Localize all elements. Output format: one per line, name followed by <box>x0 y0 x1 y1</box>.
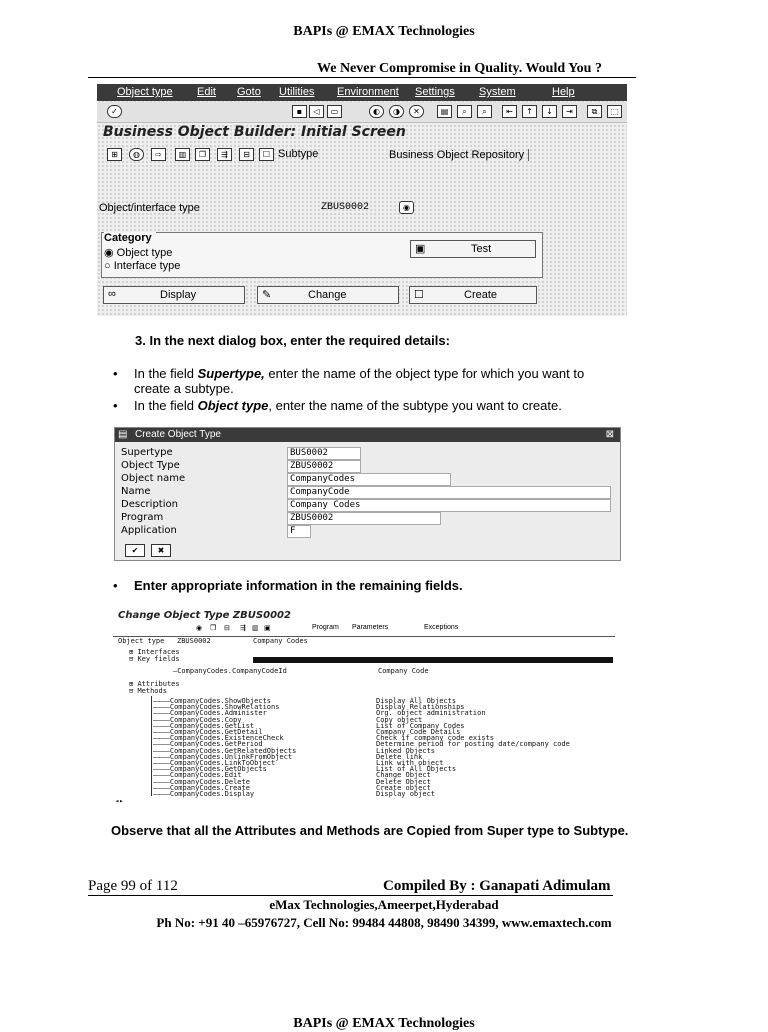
method-name: CompanyCodes.ExistenceCheck <box>169 734 284 743</box>
bullet-remaining-text: Enter appropriate information in the remaining fields. <box>134 578 463 593</box>
test-button[interactable] <box>410 240 536 258</box>
method-row[interactable]: ————CompanyCodes.LinkToObject <box>153 759 276 767</box>
radio-object-type[interactable] <box>104 246 172 259</box>
bullet-dot: • <box>113 366 118 381</box>
bullet-dot: • <box>113 578 118 593</box>
bullet-supertype-post: enter the name of the object type for which you want to create a subtype. <box>134 366 585 396</box>
method-row[interactable]: ————CompanyCodes.Administer <box>153 709 267 718</box>
footer-page-number: Page 99 of 112 <box>88 878 178 894</box>
sap-initial-screen <box>97 84 627 316</box>
method-name: CompanyCodes.GetRelatedObjects <box>169 746 297 755</box>
object-name-input[interactable]: CompanyCodes <box>287 473 451 486</box>
object-type-tree <box>113 638 615 838</box>
create-button-label: Create <box>464 289 498 301</box>
exit-icon[interactable]: ◑ <box>389 105 404 118</box>
dialog-icon: ▤ <box>118 429 128 440</box>
application-input[interactable]: F <box>287 525 311 538</box>
menu-item-edit[interactable]: Edit <box>197 86 216 98</box>
menu-item-utilities[interactable]: Utilities <box>279 86 315 98</box>
tree-node-label: Methods <box>137 687 167 695</box>
next-page-icon[interactable]: ↓ <box>542 105 557 118</box>
next-page-header: BAPIs @ EMAX Technologies <box>293 1016 475 1031</box>
method-description: List of All Objects <box>376 765 457 774</box>
bullet-supertype-emphasis: Supertype, <box>197 366 265 381</box>
tree-node-label: Attributes <box>137 680 180 688</box>
object-type-input[interactable]: ZBUS0002 <box>287 460 361 473</box>
method-name: CompanyCodes.Create <box>169 783 250 792</box>
method-description: Determine period for posting date/company code <box>376 740 570 749</box>
radio-interface-type-label: Interface type <box>113 260 181 272</box>
method-description: Copy object <box>376 715 423 724</box>
method-row[interactable]: ————CompanyCodes.Display <box>153 790 255 798</box>
method-description: Display Relationships <box>376 703 465 712</box>
method-row[interactable]: ————CompanyCodes.ShowObjects <box>153 697 272 705</box>
radio-interface-type[interactable] <box>104 260 180 272</box>
method-row[interactable]: ————CompanyCodes.Delete <box>153 777 250 786</box>
enter-check-icon[interactable]: ✓ <box>107 105 122 118</box>
exceptions-button[interactable]: Exceptions <box>424 624 459 631</box>
prev-page-icon[interactable]: ↑ <box>522 105 537 118</box>
footer-company: eMax Technologies,Ameerpet,Hyderabad <box>269 897 499 912</box>
parameters-button[interactable]: Parameters <box>352 624 389 631</box>
method-row[interactable]: ————CompanyCodes.Create <box>153 783 250 792</box>
tree-node-interfaces[interactable]: ⊞ Interfaces <box>129 648 180 656</box>
supertype-input[interactable]: BUS0002 <box>287 447 361 460</box>
close-icon[interactable]: ⊠ <box>605 429 614 440</box>
tree-node-attributes[interactable]: ⊞ Attributes <box>129 680 180 688</box>
method-description: Linked Objects <box>376 746 436 755</box>
method-name: CompanyCodes.UnlinkFromObject <box>169 752 293 761</box>
radio-selected-icon: ◉ <box>104 247 114 259</box>
program-input[interactable]: ZBUS0002 <box>287 512 441 525</box>
method-row[interactable]: ————CompanyCodes.GetObjects <box>153 765 267 774</box>
dialog-title-bar <box>115 428 620 442</box>
bullet-supertype-pre: In the field <box>134 366 198 381</box>
menu-item-settings[interactable]: Settings <box>415 86 455 98</box>
field-label: Name <box>121 486 151 497</box>
subtype-icon: ☐ <box>259 148 274 161</box>
footer-rule <box>88 895 613 896</box>
hierarchy-icon[interactable]: ⊞ <box>107 148 122 161</box>
tb-where-used-icon[interactable]: ⇶ <box>240 625 246 632</box>
tree-header-right: Company Codes <box>253 637 308 645</box>
subtype-button[interactable]: Subtype <box>278 148 319 160</box>
test-button-label: Test <box>471 243 492 255</box>
tree-header-left: Object type ZBUS0002 <box>118 637 211 645</box>
method-name: CompanyCodes.GetPeriod <box>169 740 263 749</box>
radio-unselected-icon: ○ <box>104 260 111 272</box>
method-name: CompanyCodes.Edit <box>169 771 242 780</box>
method-description: List of Company Codes <box>376 721 465 730</box>
method-name: CompanyCodes.Copy <box>169 715 242 724</box>
method-description: Display object <box>376 790 436 798</box>
menu-item-system[interactable]: System <box>479 86 516 98</box>
first-page-icon[interactable]: ⇤ <box>502 105 517 118</box>
method-name: CompanyCodes.GetObjects <box>169 765 267 774</box>
category-label: Category <box>104 232 156 244</box>
bullet-objecttype-post: , enter the name of the subtype you want to create. <box>268 398 562 413</box>
highlight-bar <box>253 657 613 663</box>
field-label: Supertype <box>121 447 173 458</box>
object-interface-type-input[interactable]: ZBUS0002 <box>321 202 370 213</box>
method-row[interactable]: ————CompanyCodes.ShowRelations <box>153 703 280 712</box>
display-button[interactable] <box>103 286 245 304</box>
method-row[interactable]: ————CompanyCodes.GetDetail <box>153 728 263 736</box>
observe-text: Observe that all the Attributes and Methods are Copied from Super type to Subtype. <box>111 823 629 838</box>
command-field-icon[interactable]: ▭ <box>327 105 342 118</box>
cancel-x-icon[interactable]: ✖ <box>151 544 171 557</box>
field-label: Object name <box>121 473 186 484</box>
menu-item-help[interactable]: Help <box>552 86 575 98</box>
display-button-label: Display <box>160 289 197 301</box>
method-name: CompanyCodes.ShowObjects <box>169 697 272 705</box>
test-icon: ▣ <box>415 243 426 255</box>
footer-contact: Ph No: +91 40 –65976727, Cell No: 99484 44808, 98490 34399, www.emaxtech.com <box>156 915 612 930</box>
description-input[interactable]: Company Codes <box>287 499 611 512</box>
bullet-supertype <box>113 366 623 396</box>
globe-icon[interactable]: ◍ <box>129 148 144 161</box>
field-label: Program <box>121 512 164 523</box>
copy-icon[interactable]: ❐ <box>195 148 210 161</box>
save-icon[interactable]: ▪ <box>292 105 307 118</box>
method-name: CompanyCodes.Display <box>169 790 255 798</box>
menu-item-objecttype[interactable]: Object type <box>117 86 173 98</box>
transport-icon[interactable]: ⊟ <box>239 148 254 161</box>
where-used-icon[interactable]: ⇶ <box>217 148 232 161</box>
name-input[interactable]: CompanyCode <box>287 486 611 499</box>
shortcut-icon[interactable]: ⬚ <box>607 105 622 118</box>
key-field-name: CompanyCodes.CompanyCodeId <box>177 667 287 675</box>
method-description: Check if company code exists <box>376 734 495 743</box>
method-row[interactable]: ————CompanyCodes.GetRelatedObjects <box>153 746 297 755</box>
delete-icon[interactable]: ▥ <box>175 148 190 161</box>
menu-item-environment[interactable]: Environment <box>337 86 399 98</box>
step3-heading: 3. In the next dialog box, enter the required details: <box>135 333 450 348</box>
method-description: Delete link <box>376 752 423 761</box>
tb-delete-icon[interactable]: ▥ <box>252 625 259 632</box>
method-row[interactable]: ————CompanyCodes.GetList <box>153 721 255 730</box>
create-button[interactable] <box>409 286 537 304</box>
bullet-objecttype-emphasis: Object type <box>197 398 269 413</box>
tree-scroll-arrows[interactable]: ◂▸ <box>115 797 124 805</box>
field-label: Description <box>121 499 178 510</box>
screen-title: Business Object Builder: Initial Screen <box>103 124 406 140</box>
change-button-label: Change <box>308 289 347 301</box>
header-rule <box>88 77 636 78</box>
page-header-tagline: We Never Compromise in Quality. Would You ? <box>317 61 602 76</box>
method-row[interactable]: ————CompanyCodes.GetPeriod <box>153 740 263 749</box>
method-name: CompanyCodes.Delete <box>169 777 250 786</box>
method-row[interactable]: ————CompanyCodes.Copy <box>153 715 242 724</box>
generate-icon[interactable]: ⇨ <box>151 148 166 161</box>
search-help-icon[interactable]: ◉ <box>399 201 414 214</box>
method-row[interactable]: ————CompanyCodes.ExistenceCheck <box>153 734 284 743</box>
tree-node-label: Interfaces <box>137 648 180 656</box>
tree-connector <box>151 696 152 796</box>
program-button[interactable]: Program <box>312 624 339 631</box>
print-icon[interactable]: ▤ <box>437 105 452 118</box>
cancel-icon[interactable]: ✕ <box>409 105 424 118</box>
method-row[interactable]: ————CompanyCodes.UnlinkFromObject <box>153 752 293 761</box>
pencil-icon: ✎ <box>262 289 272 301</box>
bullet-dot: • <box>113 398 118 413</box>
method-name: CompanyCodes.Administer <box>169 709 267 718</box>
object-interface-type-label: Object/interface type <box>99 202 200 214</box>
new-session-icon[interactable]: ⧉ <box>587 105 602 118</box>
method-description: Delete Object <box>376 777 431 786</box>
change-object-type-title: Change Object Type ZBUS0002 <box>118 610 291 621</box>
tree-node-methods[interactable]: ⊟ Methods <box>129 687 167 695</box>
method-description: Link with object <box>376 759 444 767</box>
find-icon[interactable]: ⌕ <box>457 105 472 118</box>
method-name: CompanyCodes.LinkToObject <box>169 759 276 767</box>
tree-node-key-fields[interactable]: ⊟ Key fields <box>129 655 180 663</box>
last-page-icon[interactable]: ⇥ <box>562 105 577 118</box>
create-object-type-dialog <box>114 427 621 561</box>
method-description: Create object <box>376 783 431 792</box>
tb-copy-icon[interactable]: ❐ <box>210 625 217 632</box>
tb-transport-icon[interactable]: ⊟ <box>224 625 230 632</box>
tb-display-icon[interactable]: ◉ <box>196 625 203 632</box>
menu-item-goto[interactable]: Goto <box>237 86 261 98</box>
radio-object-type-label: Object type <box>116 247 173 259</box>
application-toolbar <box>97 144 627 166</box>
footer-compiled-by: Compiled By : Ganapati Adimulam <box>383 878 611 894</box>
sap-standard-toolbar <box>97 102 627 123</box>
change-button[interactable] <box>257 286 399 304</box>
method-description: Company Code Details <box>376 728 461 736</box>
bullet-objecttype <box>113 398 623 413</box>
category-group <box>101 232 543 278</box>
confirm-check-icon[interactable]: ✔ <box>125 544 145 557</box>
key-field-desc: Company Code <box>378 667 429 675</box>
find-next-icon[interactable]: ⌕ <box>477 105 492 118</box>
field-label: Object Type <box>121 460 180 471</box>
page-header-title: BAPIs @ EMAX Technologies <box>293 24 475 39</box>
key-field-row[interactable]: —CompanyCodes.CompanyCodeId <box>173 667 287 675</box>
business-object-repository-button[interactable]: Business Object Repository <box>389 149 529 161</box>
method-name: CompanyCodes.GetDetail <box>169 728 263 736</box>
create-icon: ☐ <box>414 289 424 301</box>
method-name: CompanyCodes.GetList <box>169 721 255 730</box>
dialog-title: Create Object Type <box>135 429 221 440</box>
tree-node-label: Key fields <box>137 655 180 663</box>
method-description: Org. object administration <box>376 709 486 718</box>
tb-info-icon[interactable]: ▣ <box>264 625 271 632</box>
method-row[interactable]: ————CompanyCodes.Edit <box>153 771 242 780</box>
method-name: CompanyCodes.ShowRelations <box>169 703 280 712</box>
bullet-remaining-fields <box>113 578 463 593</box>
bullet-objecttype-pre: In the field <box>134 398 198 413</box>
field-label: Application <box>121 525 177 536</box>
back-arrow-icon[interactable]: ◁ <box>309 105 324 118</box>
method-description: Display All Objects <box>376 697 457 705</box>
back-icon[interactable]: ◐ <box>369 105 384 118</box>
method-description: Change Object <box>376 771 431 780</box>
glasses-icon: ∞ <box>108 288 116 300</box>
sap-menu-bar <box>97 84 627 101</box>
change-toolbar <box>196 624 496 636</box>
